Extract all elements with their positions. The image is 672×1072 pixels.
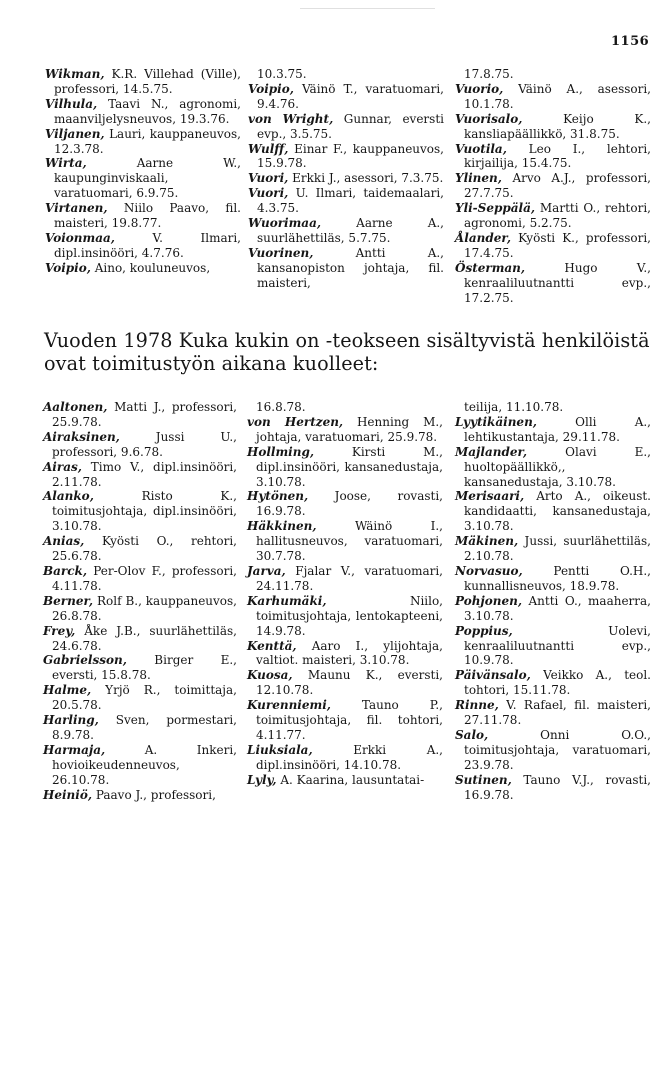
entry-text: Erkki J., asessori, 7.3.75.	[288, 171, 444, 186]
section1-column-2	[248, 67, 444, 291]
entry	[43, 534, 237, 564]
entry	[248, 216, 444, 246]
section-heading: Vuoden 1978 Kuka kukin on -teokseen sisältyvistä henkilöistä ovat toimitustyön aikana kuolleet:	[44, 329, 650, 375]
entry	[43, 594, 237, 624]
entry-name: Airaksinen,	[43, 429, 120, 444]
entry-name: Majlander,	[455, 444, 528, 459]
entry-text: Hugo V., kenraaliluutnantti evp., 17.2.75.	[464, 260, 651, 305]
entry-name: Vuori,	[248, 171, 289, 186]
entry-text: Yrjö R., toimittaja, 20.5.78.	[52, 683, 237, 713]
entry	[43, 564, 237, 594]
entry-text: Jussi, suurlähettiläs, 2.10.78.	[464, 534, 651, 564]
section2-column-2	[247, 400, 443, 788]
entry	[455, 171, 651, 201]
entry	[455, 261, 651, 306]
page-number: 1156	[611, 34, 650, 49]
entry-name: Anias,	[43, 534, 85, 549]
entry-text: Lauri, kauppaneuvos, 12.3.78.	[54, 126, 241, 156]
entry	[43, 788, 237, 803]
entry-name: Harling,	[43, 713, 99, 728]
entry-name: Norvasuo,	[455, 563, 523, 578]
entry-name: Päivänsalo,	[455, 668, 531, 683]
entry	[455, 142, 651, 172]
entry-name: Vilhula,	[45, 96, 98, 111]
entry-name: Merisaari,	[455, 489, 525, 504]
entry	[248, 82, 444, 112]
entry	[247, 698, 443, 743]
entry-text: Risto K., toimitusjohtaja, dipl.insinööri, 3.10.78.	[52, 489, 237, 534]
entry-text: Matti J., professori, 25.9.78.	[52, 400, 237, 429]
entry	[455, 415, 651, 445]
entry-text: 17.8.75.	[464, 67, 514, 81]
entry-text: Kyösti O., rehtori, 25.6.78.	[52, 534, 237, 564]
entry	[248, 246, 444, 291]
entry-name: Barck,	[43, 563, 88, 578]
entry	[248, 186, 444, 216]
entry-text: Uolevi, kenraaliluutnantti evp., 10.9.78.	[464, 623, 651, 668]
entry-name: Hytönen,	[247, 489, 309, 504]
entry	[43, 489, 237, 534]
entry-text: Joose, rovasti, 16.9.78.	[256, 489, 443, 519]
entry-text: Paavo J., professori,	[92, 787, 216, 802]
entry-text: Aarne W., kaupunginviskaali, varatuomari, 6.9.75.	[54, 156, 241, 201]
entry	[43, 400, 237, 430]
entry-text: Antti A., kansanopiston johtaja, fil. maisteri,	[257, 245, 444, 290]
entry-text: Taavi N., agronomi, maanviljelysneuvos, 19.3.76.	[54, 96, 241, 126]
entry	[455, 82, 651, 112]
entry-name: Poppius,	[455, 623, 513, 638]
entry-text: Sven, pormestari, 8.9.78.	[52, 713, 237, 742]
entry	[247, 668, 443, 698]
entry-text: Per-Olov F., professori, 4.11.78.	[52, 563, 237, 593]
entry-name: Liuksiala,	[247, 742, 313, 757]
entry-name: Viljanen,	[45, 126, 105, 141]
entry-text: Keijo K., kansliapäällikkö, 31.8.75.	[464, 111, 651, 141]
entry-text: K.R. Villehad (Ville), professori, 14.5.75.	[54, 67, 241, 96]
section1-column-3	[455, 67, 651, 306]
entry-name: Heiniö,	[43, 787, 92, 802]
entry-name: Voipio,	[248, 81, 294, 96]
entry	[43, 460, 237, 490]
entry-text: Fjalar V., varatuomari, 24.11.78.	[256, 563, 443, 593]
entry-text: Pentti O.H., kunnallisneuvos, 18.9.78.	[464, 563, 651, 593]
entry-name: Aaltonen,	[43, 400, 108, 414]
entry-text: Väinö A., asessori, 10.1.78.	[464, 81, 651, 111]
entry	[43, 713, 237, 743]
entry-text: Tauno V.J., rovasti, 16.9.78.	[464, 772, 651, 802]
entry-text: Tauno P., toimitusjohtaja, fil. tohtori, 4.11.77.	[256, 698, 443, 742]
entry	[247, 564, 443, 594]
entry-text: Kirsti M., dipl.insinööri, kansanedustaja, 3.10.78.	[256, 444, 443, 489]
entry-name: Karhumäki,	[247, 593, 327, 608]
entry-name: Sutinen,	[455, 772, 512, 787]
entry-name: Lyytikäinen,	[455, 414, 537, 429]
entry	[247, 400, 443, 415]
entry-name: Vuori,	[248, 186, 289, 201]
entry-text: Arto A., oikeust. kandidaatti, kansanedustaja, 3.10.78.	[464, 489, 651, 534]
entry-text: Väinö T., varatuomari, 9.4.76.	[257, 81, 444, 111]
entry	[455, 698, 651, 728]
entry-text: Onni O.O., toimitusjohtaja, varatuomari, 23.9.78.	[464, 727, 651, 772]
entry	[248, 112, 444, 142]
entry-text: Birger E., eversti, 15.8.78.	[52, 653, 237, 683]
entry	[455, 67, 651, 82]
entry-text: Maunu K., eversti, 12.10.78.	[256, 668, 443, 698]
entry-text: Timo V., dipl.insinööri, 2.11.78.	[52, 459, 237, 489]
entry-name: Wikman,	[45, 67, 105, 81]
entry-text: Rolf B., kauppaneuvos, 26.8.78.	[52, 593, 237, 623]
entry-name: Voipio,	[45, 260, 91, 275]
entry	[455, 624, 651, 669]
entry	[248, 67, 444, 82]
entry-text: A. Kaarina, lausuntatai-	[276, 772, 425, 787]
entry-text: Martti O., rehtori, agronomi, 5.2.75.	[464, 201, 651, 231]
entry-name: Rinne,	[455, 698, 499, 713]
entry	[455, 564, 651, 594]
entry	[455, 534, 651, 564]
entry-text: Einar F., kauppaneuvos, 15.9.78.	[257, 141, 444, 171]
entry	[43, 743, 237, 788]
entry-name: Harmaja,	[43, 742, 106, 757]
entry	[455, 489, 651, 534]
entry-name: Gabrielsson,	[43, 653, 127, 668]
entry	[247, 415, 443, 445]
entry-name: Vuotila,	[455, 141, 507, 156]
entry-text: Aaro I., ylijohtaja, valtiot. maisteri, 3.10.78.	[256, 638, 443, 668]
entry-text: Aarne A., suurlähettiläs, 5.7.75.	[257, 216, 444, 245]
entry	[43, 653, 237, 683]
entry-name: Vuorisalo,	[455, 111, 523, 126]
entry-text: A. Inkeri, hovioikeudenneuvos, 26.10.78.	[52, 742, 237, 787]
entry-name: Wulff,	[248, 141, 289, 156]
entry	[455, 728, 651, 773]
entry-text: Veikko A., teol. tohtori, 15.11.78.	[464, 668, 651, 698]
entry	[247, 445, 443, 490]
entry-text: U. Ilmari, taidemaalari, 4.3.75.	[257, 186, 444, 216]
entry	[45, 156, 241, 201]
entry-text: V. Rafael, fil. maisteri, 27.11.78.	[464, 698, 651, 728]
entry-text: Gunnar, eversti evp., 3.5.75.	[257, 111, 444, 141]
section2-column-3	[455, 400, 651, 802]
entry-text: V. Ilmari, dipl.insinööri, 4.7.76.	[54, 230, 241, 260]
entry-text: teilija, 11.10.78.	[464, 400, 564, 414]
entry-text: Kyösti K., professori, 17.4.75.	[464, 230, 651, 260]
entry-text: Leo I., lehtori, kirjailija, 15.4.75.	[464, 141, 651, 171]
entry-name: Alanko,	[43, 489, 94, 504]
entry-name: Airas,	[43, 459, 82, 474]
entry-text: Arvo A.J., professori, 27.7.75.	[464, 171, 651, 201]
entry-text: Åke J.B., suurlähettiläs, 24.6.78.	[52, 623, 237, 653]
entry	[247, 639, 443, 669]
entry-name: Pohjonen,	[455, 593, 523, 608]
entry-text: Aino, kouluneuvos,	[90, 260, 211, 275]
entry-name: Lyly,	[247, 772, 277, 787]
entry-name: Frey,	[43, 623, 76, 638]
entry	[45, 231, 241, 261]
entry-name: Halme,	[43, 683, 92, 698]
entry-text: Jussi U., professori, 9.6.78.	[52, 429, 237, 459]
entry-name: Wirta,	[45, 156, 87, 171]
entry	[455, 112, 651, 142]
entry-name: Voionmaa,	[45, 230, 115, 245]
entry	[455, 594, 651, 624]
entry-text: Niilo, toimitusjohtaja, lentokapteeni, 14.9.78.	[256, 593, 443, 638]
entry-text: 10.3.75.	[257, 67, 307, 81]
entry	[43, 683, 237, 713]
entry	[248, 171, 444, 186]
top-rule	[300, 8, 435, 9]
entry-name: von Wright,	[248, 111, 334, 126]
entry	[45, 261, 241, 276]
entry-text: Olli A., lehtikustantaja, 29.11.78.	[464, 414, 651, 444]
entry-name: Salo,	[455, 727, 489, 742]
entry-name: Jarva,	[247, 563, 286, 578]
entry	[45, 127, 241, 157]
entry-name: Kuosa,	[247, 668, 293, 683]
entry-name: Wuorimaa,	[248, 216, 322, 231]
entry-name: Hollming,	[247, 444, 315, 459]
entry	[247, 489, 443, 519]
entry-name: Ylinen,	[455, 171, 502, 186]
section2-column-1	[43, 400, 237, 802]
entry	[455, 400, 651, 415]
entry	[247, 594, 443, 639]
entry	[455, 445, 651, 490]
entry	[247, 773, 443, 788]
entry-text: Henning M., johtaja, varatuomari, 25.9.78.	[256, 414, 443, 444]
entry-text: Wäinö I., hallitusneuvos, varatuomari, 30.7.78.	[256, 519, 443, 564]
entry	[248, 142, 444, 172]
entry-name: Virtanen,	[45, 201, 108, 216]
entry-name: Vuorio,	[455, 81, 504, 96]
entry-name: Berner,	[43, 593, 94, 608]
entry	[455, 668, 651, 698]
entry	[45, 67, 241, 97]
entry-text: Antti O., maaherra, 3.10.78.	[464, 593, 651, 623]
entry	[247, 519, 443, 564]
entry	[45, 201, 241, 231]
entry-name: Österman,	[455, 260, 526, 275]
entry-name: Vuorinen,	[248, 245, 314, 260]
entry-name: Yli-Seppälä,	[455, 201, 536, 216]
entry-name: Ålander,	[455, 230, 512, 245]
entry	[455, 231, 651, 261]
entry	[455, 773, 651, 803]
entry-text: Niilo Paavo, fil. maisteri, 19.8.77.	[54, 201, 241, 231]
entry	[455, 201, 651, 231]
entry-name: Häkkinen,	[247, 519, 317, 534]
entry-name: Kurenniemi,	[247, 698, 331, 713]
entry	[247, 743, 443, 773]
entry-text: Olavi E., huoltopäällikkö,, kansanedustaja, 3.10.78.	[464, 444, 651, 489]
section1-column-1	[45, 67, 241, 276]
entry	[45, 97, 241, 127]
entry	[43, 430, 237, 460]
entry-text: Erkki A., dipl.insinööri, 14.10.78.	[256, 742, 443, 772]
entry-name: Kenttä,	[247, 638, 297, 653]
entry-name: von Hertzen,	[247, 414, 344, 429]
entry-name: Mäkinen,	[455, 534, 519, 549]
entry-text: 16.8.78.	[256, 400, 306, 414]
entry	[43, 624, 237, 654]
